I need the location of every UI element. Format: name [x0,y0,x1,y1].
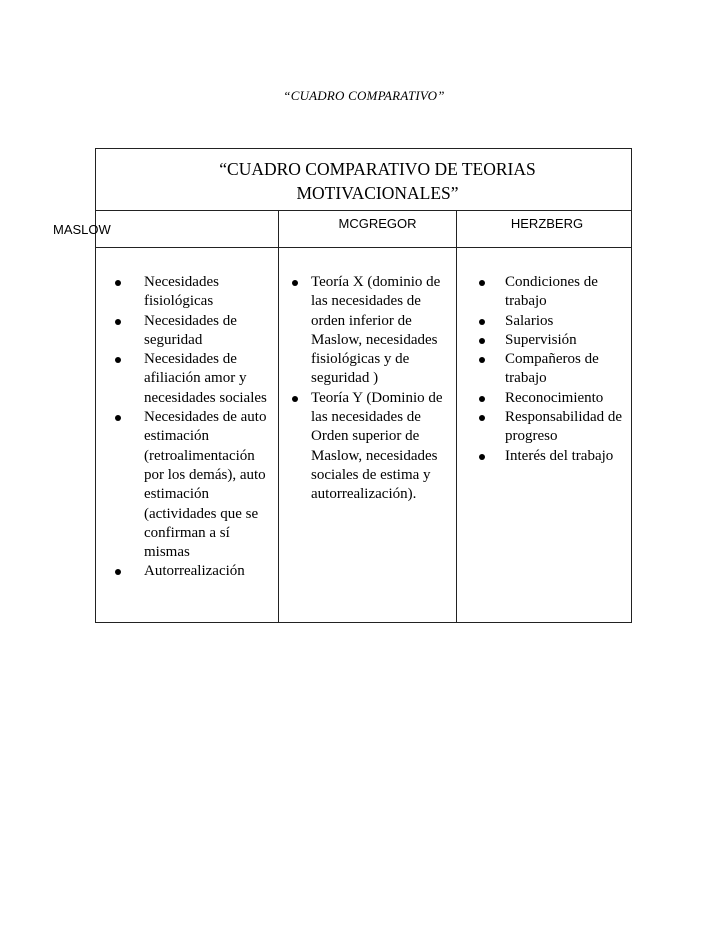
list-item: Supervisión [457,331,631,350]
list-item: Necesidades de auto estimación (retroalimentación por los demás), auto estimación (actividades que se confirman a sí mismas [106,408,278,562]
column-header-maslow: MASLOW [53,222,111,237]
table-title-row [96,149,631,211]
header-cell-maslow [96,211,279,247]
column-header-herzberg: HERZBERG [510,216,584,231]
list-item: Reconocimiento [457,389,631,408]
herzberg-list [457,273,631,466]
comparison-table [95,148,632,623]
list-item: Autorrealización [106,562,278,581]
maslow-list [106,273,278,582]
header-cell-mcgregor [279,211,457,247]
header-cell-herzberg [457,211,631,247]
list-item: Compañeros de trabajo [457,350,631,389]
body-cell-maslow [96,248,279,622]
table-title: “CUADRO COMPARATIVO DE TEORIAS MOTIVACIONALES” [219,158,536,203]
mcgregor-list [292,273,456,505]
list-item: Teoría Y (Dominio de las necesidades de Orden superior de Maslow, necesidades sociales de estima y autorrealización). [292,389,456,505]
list-item: Interés del trabajo [457,447,631,466]
body-cell-herzberg [457,248,631,622]
list-item: Necesidades de afiliación amor y necesidades sociales [106,350,278,408]
table-header-row [96,211,631,248]
list-item: Teoría X (dominio de las necesidades de orden inferior de Maslow, necesidades fisiológicas y de seguridad ) [292,273,456,389]
column-header-mcgregor: MCGREGOR [338,216,417,231]
table-body-row [96,248,631,622]
list-item: Salarios [457,312,631,331]
list-item: Necesidades de seguridad [106,312,278,351]
list-item: Necesidades fisiológicas [106,273,278,312]
document-header: “CUADRO COMPARATIVO” [283,88,445,103]
list-item: Responsabilidad de progreso [457,408,631,447]
body-cell-mcgregor [279,248,457,622]
list-item: Condiciones de trabajo [457,273,631,312]
